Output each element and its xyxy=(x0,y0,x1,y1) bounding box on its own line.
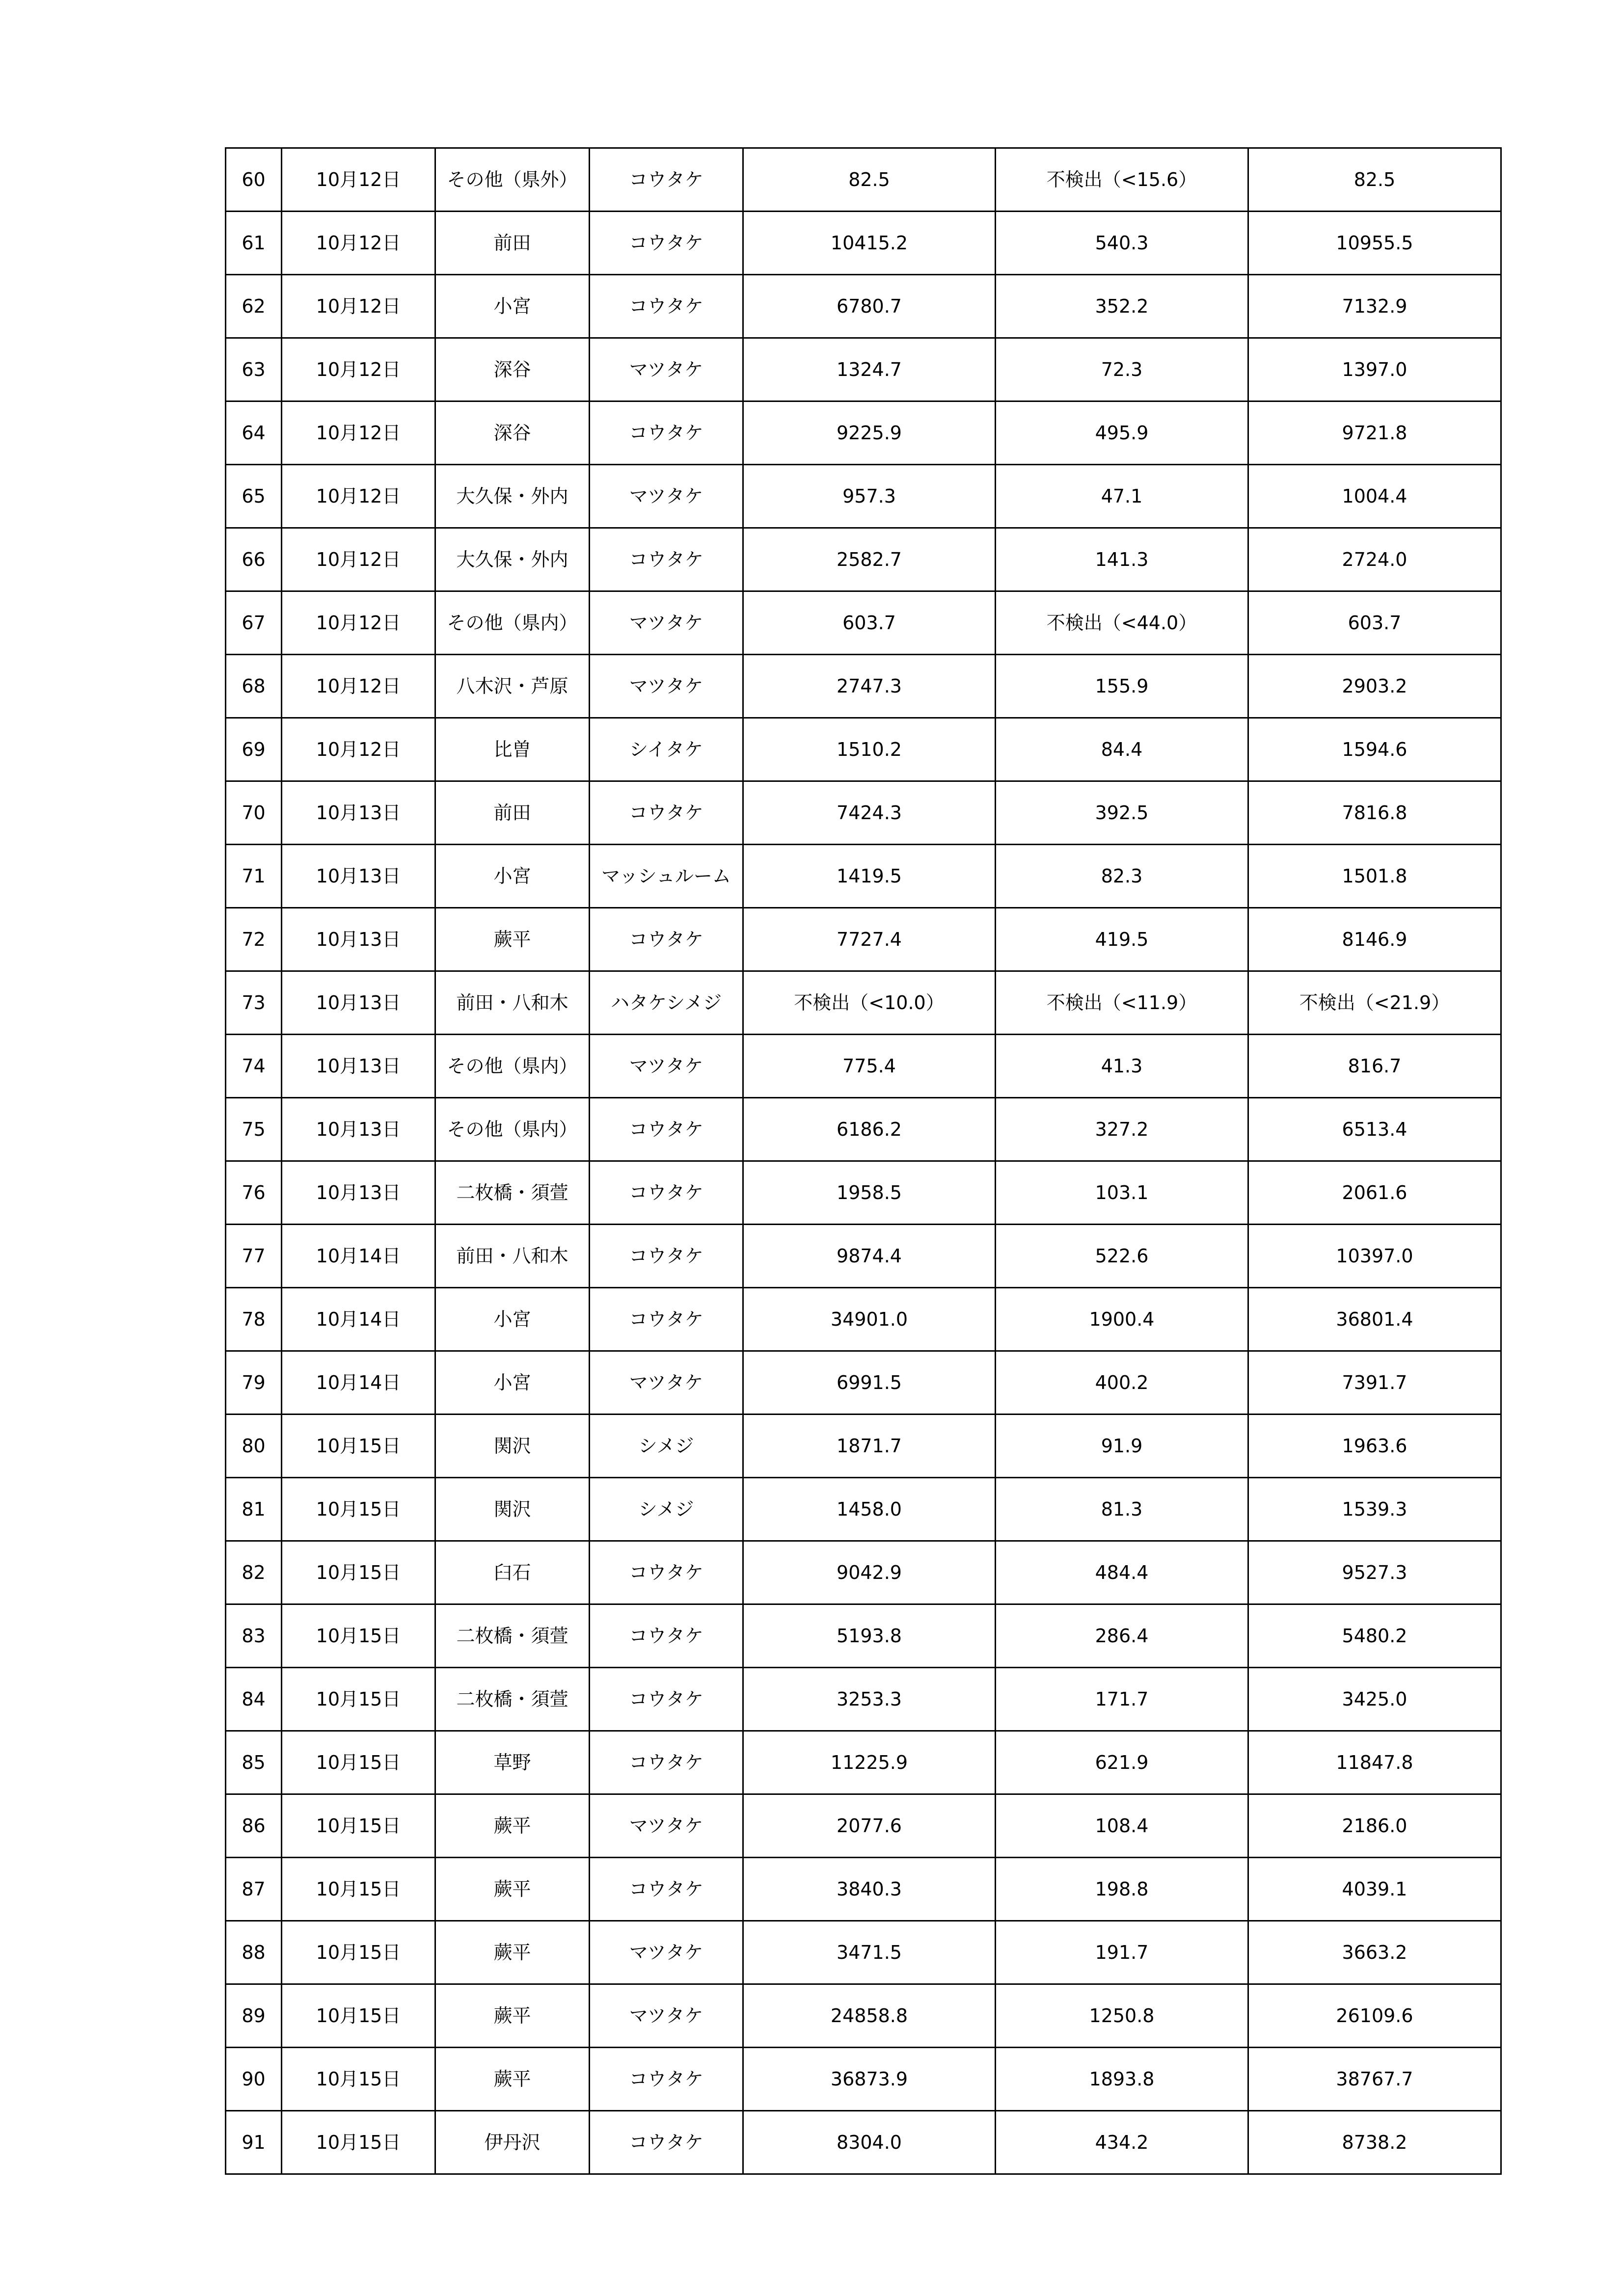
place-cell: 蕨平 xyxy=(435,2048,590,2111)
table-row xyxy=(226,1035,1501,1098)
row-number-cell: 88 xyxy=(226,1921,282,1984)
value-cell-a: 603.7 xyxy=(743,591,996,655)
date-cell: 10月15日 xyxy=(282,1984,435,2048)
date-cell: 10月12日 xyxy=(282,718,435,781)
table-row xyxy=(226,2048,1501,2111)
value-cell-a: 6780.7 xyxy=(743,275,996,338)
place-cell: その他（県内） xyxy=(435,1098,590,1161)
value-cell-a: 1871.7 xyxy=(743,1415,996,1478)
value-cell-a: 不検出（<10.0） xyxy=(743,971,996,1035)
mushroom-type-cell: マツタケ xyxy=(590,1984,743,2048)
date-cell: 10月12日 xyxy=(282,275,435,338)
total-cell: 8146.9 xyxy=(1248,908,1501,971)
date-cell: 10月14日 xyxy=(282,1351,435,1415)
mushroom-type-cell: マツタケ xyxy=(590,1351,743,1415)
total-cell: 36801.4 xyxy=(1248,1288,1501,1351)
table-row xyxy=(226,528,1501,591)
total-cell: 1004.4 xyxy=(1248,465,1501,528)
table-row xyxy=(226,2111,1501,2174)
value-cell-b: 392.5 xyxy=(996,781,1248,845)
row-number-cell: 69 xyxy=(226,718,282,781)
table-row xyxy=(226,1098,1501,1161)
row-number-cell: 84 xyxy=(226,1668,282,1731)
row-number-cell: 60 xyxy=(226,148,282,212)
value-cell-a: 7727.4 xyxy=(743,908,996,971)
place-cell: 蕨平 xyxy=(435,1794,590,1858)
place-cell: 小宮 xyxy=(435,845,590,908)
value-cell-a: 11225.9 xyxy=(743,1731,996,1794)
date-cell: 10月12日 xyxy=(282,148,435,212)
place-cell: 前田・八和木 xyxy=(435,1225,590,1288)
value-cell-b: 155.9 xyxy=(996,655,1248,718)
row-number-cell: 78 xyxy=(226,1288,282,1351)
value-cell-b: 103.1 xyxy=(996,1161,1248,1225)
value-cell-b: 不検出（<11.9） xyxy=(996,971,1248,1035)
place-cell: 関沢 xyxy=(435,1415,590,1478)
mushroom-type-cell: コウタケ xyxy=(590,1225,743,1288)
total-cell: 1963.6 xyxy=(1248,1415,1501,1478)
mushroom-type-cell: マツタケ xyxy=(590,1921,743,1984)
date-cell: 10月13日 xyxy=(282,908,435,971)
mushroom-type-cell: シメジ xyxy=(590,1415,743,1478)
table-row xyxy=(226,1668,1501,1731)
mushroom-type-cell: マツタケ xyxy=(590,591,743,655)
value-cell-a: 8304.0 xyxy=(743,2111,996,2174)
value-cell-a: 3253.3 xyxy=(743,1668,996,1731)
table-row xyxy=(226,1415,1501,1478)
row-number-cell: 85 xyxy=(226,1731,282,1794)
total-cell: 2186.0 xyxy=(1248,1794,1501,1858)
total-cell: 11847.8 xyxy=(1248,1731,1501,1794)
table-row xyxy=(226,908,1501,971)
place-cell: 深谷 xyxy=(435,401,590,465)
value-cell-a: 6186.2 xyxy=(743,1098,996,1161)
place-cell: 深谷 xyxy=(435,338,590,401)
mushroom-type-cell: コウタケ xyxy=(590,1098,743,1161)
total-cell: 5480.2 xyxy=(1248,1604,1501,1668)
value-cell-b: 81.3 xyxy=(996,1478,1248,1541)
table-row xyxy=(226,1225,1501,1288)
value-cell-b: 327.2 xyxy=(996,1098,1248,1161)
total-cell: 2061.6 xyxy=(1248,1161,1501,1225)
total-cell: 38767.7 xyxy=(1248,2048,1501,2111)
place-cell: 大久保・外内 xyxy=(435,465,590,528)
value-cell-b: 286.4 xyxy=(996,1604,1248,1668)
mushroom-type-cell: シメジ xyxy=(590,1478,743,1541)
value-cell-a: 34901.0 xyxy=(743,1288,996,1351)
value-cell-b: 400.2 xyxy=(996,1351,1248,1415)
row-number-cell: 71 xyxy=(226,845,282,908)
mushroom-type-cell: コウタケ xyxy=(590,401,743,465)
row-number-cell: 76 xyxy=(226,1161,282,1225)
row-number-cell: 87 xyxy=(226,1858,282,1921)
place-cell: 関沢 xyxy=(435,1478,590,1541)
total-cell: 7391.7 xyxy=(1248,1351,1501,1415)
row-number-cell: 83 xyxy=(226,1604,282,1668)
results-table xyxy=(225,147,1502,2175)
date-cell: 10月12日 xyxy=(282,591,435,655)
value-cell-b: 84.4 xyxy=(996,718,1248,781)
value-cell-b: 82.3 xyxy=(996,845,1248,908)
mushroom-type-cell: コウタケ xyxy=(590,1604,743,1668)
place-cell: 小宮 xyxy=(435,1288,590,1351)
date-cell: 10月15日 xyxy=(282,1731,435,1794)
value-cell-a: 9874.4 xyxy=(743,1225,996,1288)
table-row xyxy=(226,718,1501,781)
value-cell-a: 82.5 xyxy=(743,148,996,212)
date-cell: 10月15日 xyxy=(282,2111,435,2174)
mushroom-type-cell: コウタケ xyxy=(590,2048,743,2111)
mushroom-type-cell: マツタケ xyxy=(590,465,743,528)
row-number-cell: 75 xyxy=(226,1098,282,1161)
row-number-cell: 61 xyxy=(226,212,282,275)
place-cell: 小宮 xyxy=(435,1351,590,1415)
value-cell-a: 1324.7 xyxy=(743,338,996,401)
date-cell: 10月12日 xyxy=(282,465,435,528)
value-cell-a: 1458.0 xyxy=(743,1478,996,1541)
date-cell: 10月12日 xyxy=(282,655,435,718)
value-cell-a: 3471.5 xyxy=(743,1921,996,1984)
value-cell-a: 1419.5 xyxy=(743,845,996,908)
mushroom-type-cell: マツタケ xyxy=(590,655,743,718)
value-cell-b: 不検出（<44.0） xyxy=(996,591,1248,655)
value-cell-a: 9042.9 xyxy=(743,1541,996,1604)
place-cell: 蕨平 xyxy=(435,1921,590,1984)
row-number-cell: 73 xyxy=(226,971,282,1035)
date-cell: 10月12日 xyxy=(282,212,435,275)
total-cell: 9527.3 xyxy=(1248,1541,1501,1604)
row-number-cell: 81 xyxy=(226,1478,282,1541)
date-cell: 10月15日 xyxy=(282,1668,435,1731)
date-cell: 10月15日 xyxy=(282,1541,435,1604)
table-row xyxy=(226,212,1501,275)
mushroom-type-cell: コウタケ xyxy=(590,781,743,845)
value-cell-b: 352.2 xyxy=(996,275,1248,338)
row-number-cell: 82 xyxy=(226,1541,282,1604)
value-cell-a: 2747.3 xyxy=(743,655,996,718)
place-cell: 前田 xyxy=(435,781,590,845)
row-number-cell: 79 xyxy=(226,1351,282,1415)
value-cell-b: 621.9 xyxy=(996,1731,1248,1794)
table-row xyxy=(226,591,1501,655)
value-cell-b: 141.3 xyxy=(996,528,1248,591)
total-cell: 3425.0 xyxy=(1248,1668,1501,1731)
value-cell-a: 775.4 xyxy=(743,1035,996,1098)
row-number-cell: 89 xyxy=(226,1984,282,2048)
value-cell-b: 91.9 xyxy=(996,1415,1248,1478)
row-number-cell: 77 xyxy=(226,1225,282,1288)
table-row xyxy=(226,1731,1501,1794)
mushroom-type-cell: マツタケ xyxy=(590,1794,743,1858)
mushroom-type-cell: マツタケ xyxy=(590,338,743,401)
date-cell: 10月12日 xyxy=(282,528,435,591)
total-cell: 7816.8 xyxy=(1248,781,1501,845)
mushroom-type-cell: コウタケ xyxy=(590,1858,743,1921)
value-cell-a: 5193.8 xyxy=(743,1604,996,1668)
mushroom-type-cell: コウタケ xyxy=(590,1731,743,1794)
row-number-cell: 91 xyxy=(226,2111,282,2174)
place-cell: 小宮 xyxy=(435,275,590,338)
value-cell-b: 419.5 xyxy=(996,908,1248,971)
mushroom-type-cell: マツタケ xyxy=(590,1035,743,1098)
value-cell-b: 434.2 xyxy=(996,2111,1248,2174)
total-cell: 3663.2 xyxy=(1248,1921,1501,1984)
mushroom-type-cell: コウタケ xyxy=(590,1288,743,1351)
row-number-cell: 67 xyxy=(226,591,282,655)
date-cell: 10月13日 xyxy=(282,971,435,1035)
value-cell-b: 1900.4 xyxy=(996,1288,1248,1351)
value-cell-b: 41.3 xyxy=(996,1035,1248,1098)
mushroom-type-cell: コウタケ xyxy=(590,2111,743,2174)
mushroom-type-cell: コウタケ xyxy=(590,1541,743,1604)
total-cell: 1501.8 xyxy=(1248,845,1501,908)
total-cell: 1539.3 xyxy=(1248,1478,1501,1541)
table-row xyxy=(226,971,1501,1035)
table-row xyxy=(226,1478,1501,1541)
row-number-cell: 80 xyxy=(226,1415,282,1478)
row-number-cell: 65 xyxy=(226,465,282,528)
table-row xyxy=(226,845,1501,908)
total-cell: 1594.6 xyxy=(1248,718,1501,781)
date-cell: 10月15日 xyxy=(282,1921,435,1984)
total-cell: 1397.0 xyxy=(1248,338,1501,401)
mushroom-type-cell: シイタケ xyxy=(590,718,743,781)
mushroom-type-cell: コウタケ xyxy=(590,212,743,275)
table-row xyxy=(226,465,1501,528)
date-cell: 10月15日 xyxy=(282,1794,435,1858)
date-cell: 10月15日 xyxy=(282,1858,435,1921)
place-cell: 蕨平 xyxy=(435,1858,590,1921)
total-cell: 不検出（<21.9） xyxy=(1248,971,1501,1035)
row-number-cell: 70 xyxy=(226,781,282,845)
date-cell: 10月14日 xyxy=(282,1225,435,1288)
table-row xyxy=(226,148,1501,212)
value-cell-b: 不検出（<15.6） xyxy=(996,148,1248,212)
value-cell-b: 484.4 xyxy=(996,1541,1248,1604)
date-cell: 10月14日 xyxy=(282,1288,435,1351)
value-cell-b: 72.3 xyxy=(996,338,1248,401)
date-cell: 10月13日 xyxy=(282,1098,435,1161)
place-cell: その他（県外） xyxy=(435,148,590,212)
mushroom-type-cell: コウタケ xyxy=(590,1161,743,1225)
row-number-cell: 72 xyxy=(226,908,282,971)
table-row xyxy=(226,275,1501,338)
place-cell: 草野 xyxy=(435,1731,590,1794)
value-cell-b: 191.7 xyxy=(996,1921,1248,1984)
total-cell: 4039.1 xyxy=(1248,1858,1501,1921)
place-cell: 前田 xyxy=(435,212,590,275)
date-cell: 10月12日 xyxy=(282,338,435,401)
value-cell-b: 198.8 xyxy=(996,1858,1248,1921)
table-row xyxy=(226,1921,1501,1984)
table-row xyxy=(226,1541,1501,1604)
date-cell: 10月15日 xyxy=(282,1415,435,1478)
value-cell-b: 495.9 xyxy=(996,401,1248,465)
date-cell: 10月15日 xyxy=(282,2048,435,2111)
table-row xyxy=(226,338,1501,401)
total-cell: 816.7 xyxy=(1248,1035,1501,1098)
row-number-cell: 86 xyxy=(226,1794,282,1858)
row-number-cell: 90 xyxy=(226,2048,282,2111)
table-body xyxy=(226,148,1501,2174)
table-row xyxy=(226,781,1501,845)
row-number-cell: 66 xyxy=(226,528,282,591)
total-cell: 9721.8 xyxy=(1248,401,1501,465)
place-cell: 八木沢・芦原 xyxy=(435,655,590,718)
row-number-cell: 63 xyxy=(226,338,282,401)
place-cell: 伊丹沢 xyxy=(435,2111,590,2174)
mushroom-type-cell: コウタケ xyxy=(590,275,743,338)
value-cell-b: 1893.8 xyxy=(996,2048,1248,2111)
mushroom-type-cell: コウタケ xyxy=(590,1668,743,1731)
table-row xyxy=(226,1604,1501,1668)
mushroom-type-cell: コウタケ xyxy=(590,908,743,971)
value-cell-b: 47.1 xyxy=(996,465,1248,528)
row-number-cell: 68 xyxy=(226,655,282,718)
total-cell: 2724.0 xyxy=(1248,528,1501,591)
row-number-cell: 74 xyxy=(226,1035,282,1098)
place-cell: 蕨平 xyxy=(435,908,590,971)
mushroom-type-cell: マッシュルーム xyxy=(590,845,743,908)
row-number-cell: 62 xyxy=(226,275,282,338)
total-cell: 7132.9 xyxy=(1248,275,1501,338)
value-cell-a: 10415.2 xyxy=(743,212,996,275)
total-cell: 26109.6 xyxy=(1248,1984,1501,2048)
table-row xyxy=(226,401,1501,465)
value-cell-a: 1510.2 xyxy=(743,718,996,781)
value-cell-a: 7424.3 xyxy=(743,781,996,845)
total-cell: 6513.4 xyxy=(1248,1098,1501,1161)
date-cell: 10月13日 xyxy=(282,845,435,908)
total-cell: 10955.5 xyxy=(1248,212,1501,275)
value-cell-a: 1958.5 xyxy=(743,1161,996,1225)
value-cell-a: 957.3 xyxy=(743,465,996,528)
value-cell-a: 24858.8 xyxy=(743,1984,996,2048)
total-cell: 8738.2 xyxy=(1248,2111,1501,2174)
place-cell: 比曽 xyxy=(435,718,590,781)
value-cell-b: 171.7 xyxy=(996,1668,1248,1731)
total-cell: 82.5 xyxy=(1248,148,1501,212)
value-cell-b: 108.4 xyxy=(996,1794,1248,1858)
value-cell-a: 36873.9 xyxy=(743,2048,996,2111)
row-number-cell: 64 xyxy=(226,401,282,465)
place-cell: 大久保・外内 xyxy=(435,528,590,591)
value-cell-a: 2582.7 xyxy=(743,528,996,591)
date-cell: 10月15日 xyxy=(282,1604,435,1668)
date-cell: 10月13日 xyxy=(282,781,435,845)
table-row xyxy=(226,1288,1501,1351)
place-cell: その他（県内） xyxy=(435,591,590,655)
mushroom-type-cell: コウタケ xyxy=(590,528,743,591)
value-cell-a: 2077.6 xyxy=(743,1794,996,1858)
date-cell: 10月12日 xyxy=(282,401,435,465)
table-row xyxy=(226,1794,1501,1858)
place-cell: 蕨平 xyxy=(435,1984,590,2048)
table-row xyxy=(226,1984,1501,2048)
value-cell-b: 1250.8 xyxy=(996,1984,1248,2048)
table-row xyxy=(226,655,1501,718)
table-row xyxy=(226,1858,1501,1921)
total-cell: 10397.0 xyxy=(1248,1225,1501,1288)
date-cell: 10月13日 xyxy=(282,1035,435,1098)
date-cell: 10月13日 xyxy=(282,1161,435,1225)
value-cell-a: 6991.5 xyxy=(743,1351,996,1415)
total-cell: 2903.2 xyxy=(1248,655,1501,718)
place-cell: 臼石 xyxy=(435,1541,590,1604)
mushroom-type-cell: ハタケシメジ xyxy=(590,971,743,1035)
table-row xyxy=(226,1161,1501,1225)
place-cell: 二枚橋・須萱 xyxy=(435,1668,590,1731)
place-cell: 二枚橋・須萱 xyxy=(435,1161,590,1225)
place-cell: その他（県内） xyxy=(435,1035,590,1098)
date-cell: 10月15日 xyxy=(282,1478,435,1541)
value-cell-a: 3840.3 xyxy=(743,1858,996,1921)
total-cell: 603.7 xyxy=(1248,591,1501,655)
place-cell: 二枚橋・須萱 xyxy=(435,1604,590,1668)
value-cell-b: 540.3 xyxy=(996,212,1248,275)
mushroom-type-cell: コウタケ xyxy=(590,148,743,212)
value-cell-a: 9225.9 xyxy=(743,401,996,465)
value-cell-b: 522.6 xyxy=(996,1225,1248,1288)
place-cell: 前田・八和木 xyxy=(435,971,590,1035)
table-row xyxy=(226,1351,1501,1415)
